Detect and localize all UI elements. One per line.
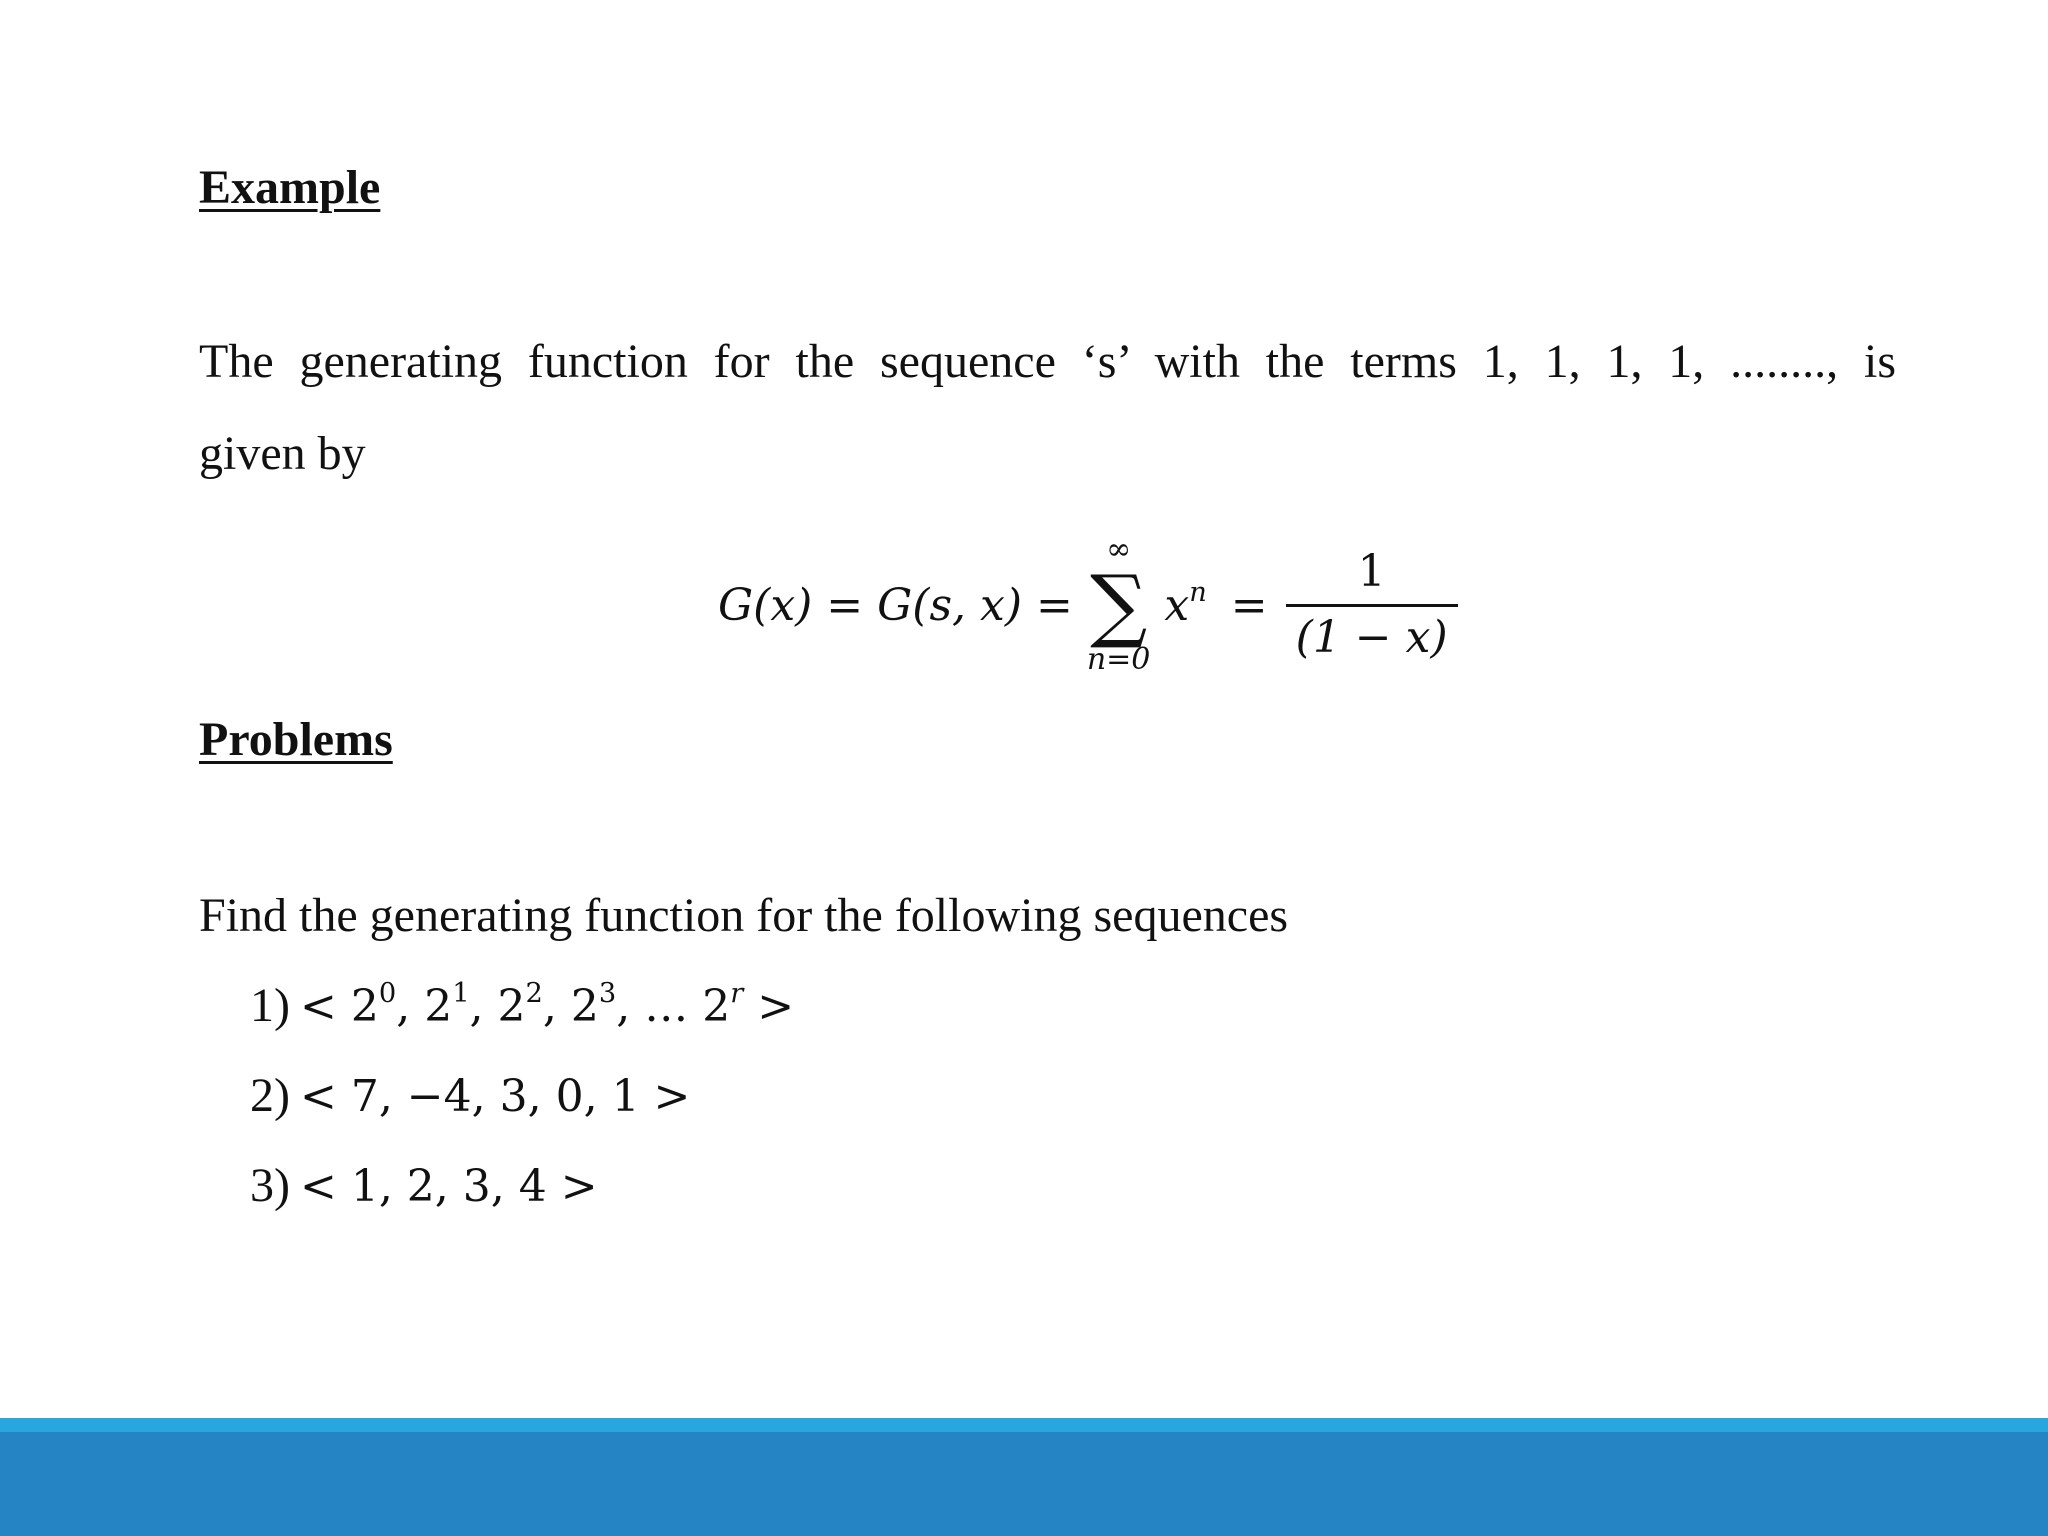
footer-accent-line <box>0 1418 2048 1432</box>
fraction-denominator: (1 − x) <box>1286 604 1458 664</box>
ellipsis: … <box>644 981 689 1032</box>
term-base: 2 <box>497 981 526 1032</box>
example-text-line-1: The generating function for the sequence ‘s’ with the terms 1, 1, 1, 1, ........, is <box>199 335 1896 388</box>
term-base: 2 <box>702 981 731 1032</box>
term-exponent: 1 <box>452 977 470 1009</box>
fraction <box>1286 547 1458 663</box>
open-bracket: < <box>299 981 351 1032</box>
problem-number: 3) <box>250 1159 290 1212</box>
problems-intro: Find the generating function for the following sequences <box>199 889 1289 942</box>
example-heading: Example <box>199 161 381 214</box>
term-exponent: r <box>730 977 744 1009</box>
problem-item-2 <box>250 1068 690 1123</box>
term-exponent: n <box>1189 576 1207 608</box>
close-bracket: > <box>743 981 795 1032</box>
problem-item-1 <box>250 978 794 1033</box>
term-exponent: 0 <box>378 977 397 1009</box>
formula-equals: = <box>1230 579 1268 631</box>
example-text-line-2: given by <box>199 427 366 480</box>
summation <box>1086 532 1151 677</box>
problem-number: 1) <box>250 979 290 1032</box>
problem-expression: < 1, 2, 3, 4 > <box>299 1161 598 1212</box>
generating-function-formula <box>718 500 1458 710</box>
sum-upper-limit: ∞ <box>1106 532 1132 567</box>
problems-heading: Problems <box>199 713 393 766</box>
term-base: 2 <box>570 981 599 1032</box>
sum-symbol: ∑ <box>1090 558 1148 651</box>
term-base: 2 <box>424 981 453 1032</box>
problem-expression: < $2^0$, $2^1$, $2^2$, $2^3$, … $2^r$ > <box>299 977 795 1032</box>
term-exponent: 2 <box>525 977 543 1009</box>
footer-bar <box>0 1432 2048 1536</box>
summation-term <box>1164 576 1207 631</box>
term-base: 2 <box>350 981 379 1032</box>
formula-lhs: G(x) = G(s, x) = <box>718 579 1073 631</box>
term-base: x <box>1164 579 1190 631</box>
fraction-numerator: 1 <box>1357 545 1386 597</box>
problem-expression: < 7, −4, 3, 0, 1 > <box>299 1071 691 1122</box>
term-exponent: 3 <box>598 977 617 1009</box>
sum-lower-limit: n=0 <box>1086 642 1151 677</box>
problem-number: 2) <box>250 1069 290 1122</box>
problem-item-3 <box>250 1158 598 1213</box>
